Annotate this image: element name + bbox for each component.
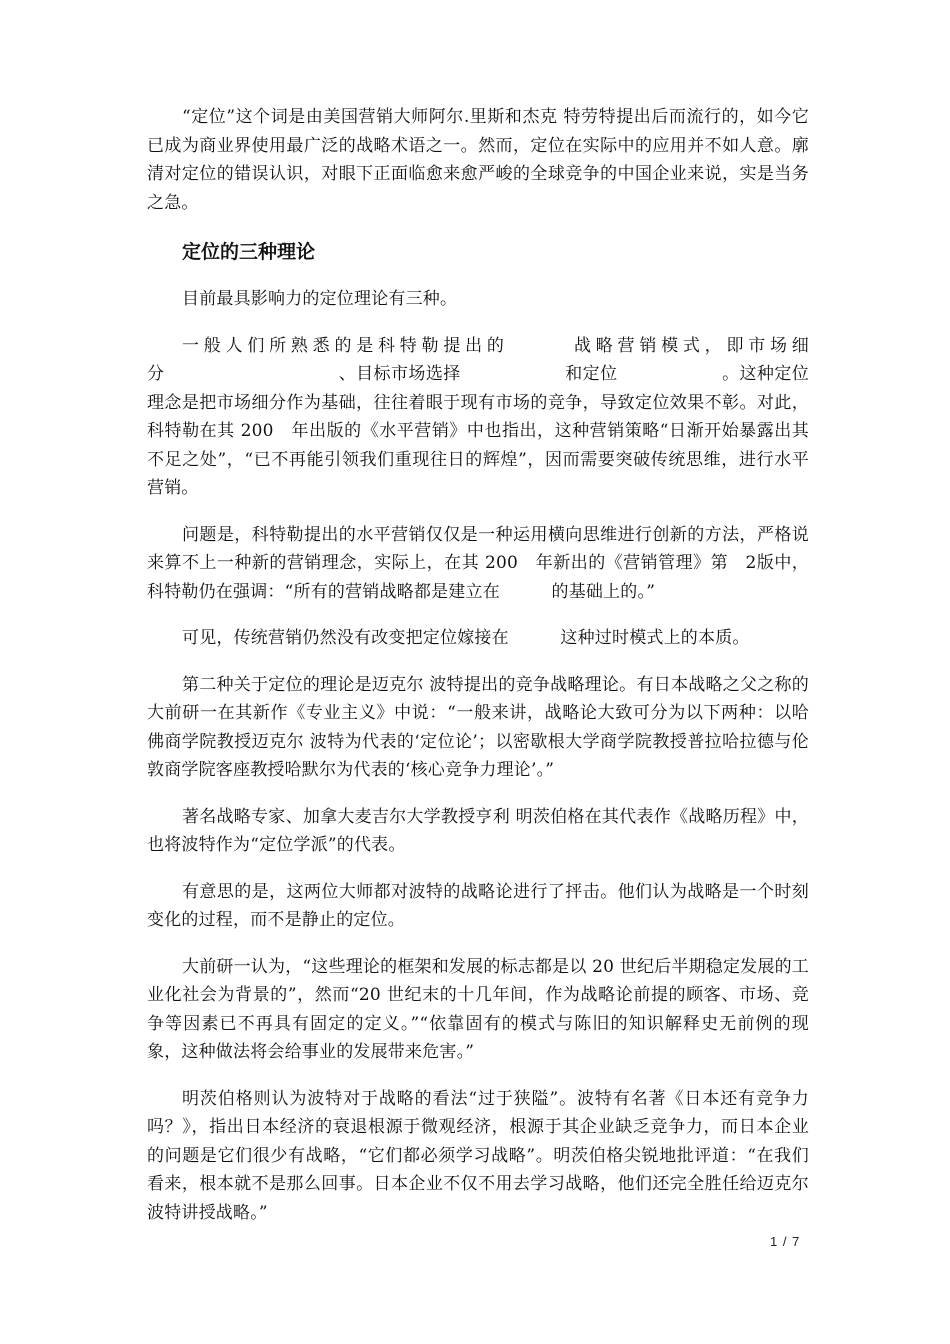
paragraph-ohmae: 大前研一认为，“这些理论的框架和发展的标志都是以 20 世纪后半期稳定发展的工业化社会为背景的”，然而“20 世纪末的十几年间，作为战略论前提的顾客、市场、竞争等因素已不再具有固定的定义。”“依靠固有的模式与陈旧的知识解释史无前例的现象，这种做法将会给事业的发展带来危害。” xyxy=(147,956,809,1062)
spacer xyxy=(147,503,809,521)
spacer xyxy=(147,314,809,332)
spacer xyxy=(147,267,809,285)
spacer xyxy=(147,785,809,803)
spacer xyxy=(147,935,809,953)
spacer xyxy=(147,1067,809,1085)
paragraph-porter-theory: 第二种关于定位的理论是迈克尔 波特提出的竞争战略理论。有日本战略之父之称的大前研一在其新作《专业主义》中说：“一般来讲，战略论大致可分为以下两种：以哈佛商学院教授迈克尔 波特为代表的‘定位论’；以密歇根大学商学院教授普拉哈拉德与伦敦商学院客座教授哈默尔为代表的‘核心竞争力理论’。” xyxy=(147,674,809,780)
paragraph-mintzberg: 著名战略专家、加拿大麦吉尔大学教授亨利 明茨伯格在其代表作《战略历程》中，也将波特作为“定位学派”的代表。 xyxy=(147,806,809,855)
paragraph-intro: “定位”这个词是由美国营销大师阿尔.里斯和杰克 特劳特提出后而流行的，如今它已成为商业界使用最广泛的战略术语之一。然而，定位在实际中的应用并不如人意。廓清对定位的错误认识，对眼下正面临愈来愈严峻的全球竞争的中国企业来说，实是当务之急。 xyxy=(147,107,809,213)
paragraph-lateral-marketing: 问题是，科特勒提出的水平营销仅仅是一种运用横向思维进行创新的方法，严格说来算不上一种新的营销理念，实际上，在其 200 年新出的《营销管理》第 2版中，科特勒仍在强调：“所有的营销战略都是建立在 的基础上的。” xyxy=(147,524,809,602)
paragraph-three-theories: 目前最具影响力的定位理论有三种。 xyxy=(182,289,458,309)
spacer xyxy=(147,653,809,671)
paragraph-kotler-model: 一般人们所熟悉的是科特勒提出的 战略营销模式，即市场细分 、目标市场选择 和定位 。这种定位理念是把市场细分作为基础，往往着眼于现有市场的竞争，导致定位效果不彰。对此，科特勒在其 200 年出版的《水平营销》中也指出，这种营销策略“日渐开始暴露出其不足之处”，“已不再能引领我们重现往日的辉煌”，因而需要突破传统思维，进行水平营销。 xyxy=(147,335,809,498)
paragraph-traditional-marketing: 可见，传统营销仍然没有改变把定位嫁接在 这种过时模式上的本质。 xyxy=(182,628,750,648)
page-number: 1 / 7 xyxy=(770,1234,801,1249)
section-heading: 定位的三种理论 xyxy=(182,241,316,263)
spacer xyxy=(147,606,809,624)
paragraph-critique: 有意思的是，这两位大师都对波特的战略论进行了抨击。他们认为战略是一个时刻变化的过程，而不是静止的定位。 xyxy=(147,881,809,930)
spacer xyxy=(147,860,809,878)
document-body xyxy=(147,103,809,1227)
paragraph-mintzberg-critique: 明茨伯格则认为波特对于战略的看法“过于狭隘”。波特有名著《日本还有竞争力吗？》，指出日本经济的衰退根源于微观经济，根源于其企业缺乏竞争力，而日本企业的问题是它们很少有战略，“它们都必须学习战略”。明茨伯格尖锐地批评道：“在我们看来，根本就不是那么回事。日本企业不仅不用去学习战略，他们还完全胜任给迈克尔 波特讲授战略。” xyxy=(147,1088,809,1223)
